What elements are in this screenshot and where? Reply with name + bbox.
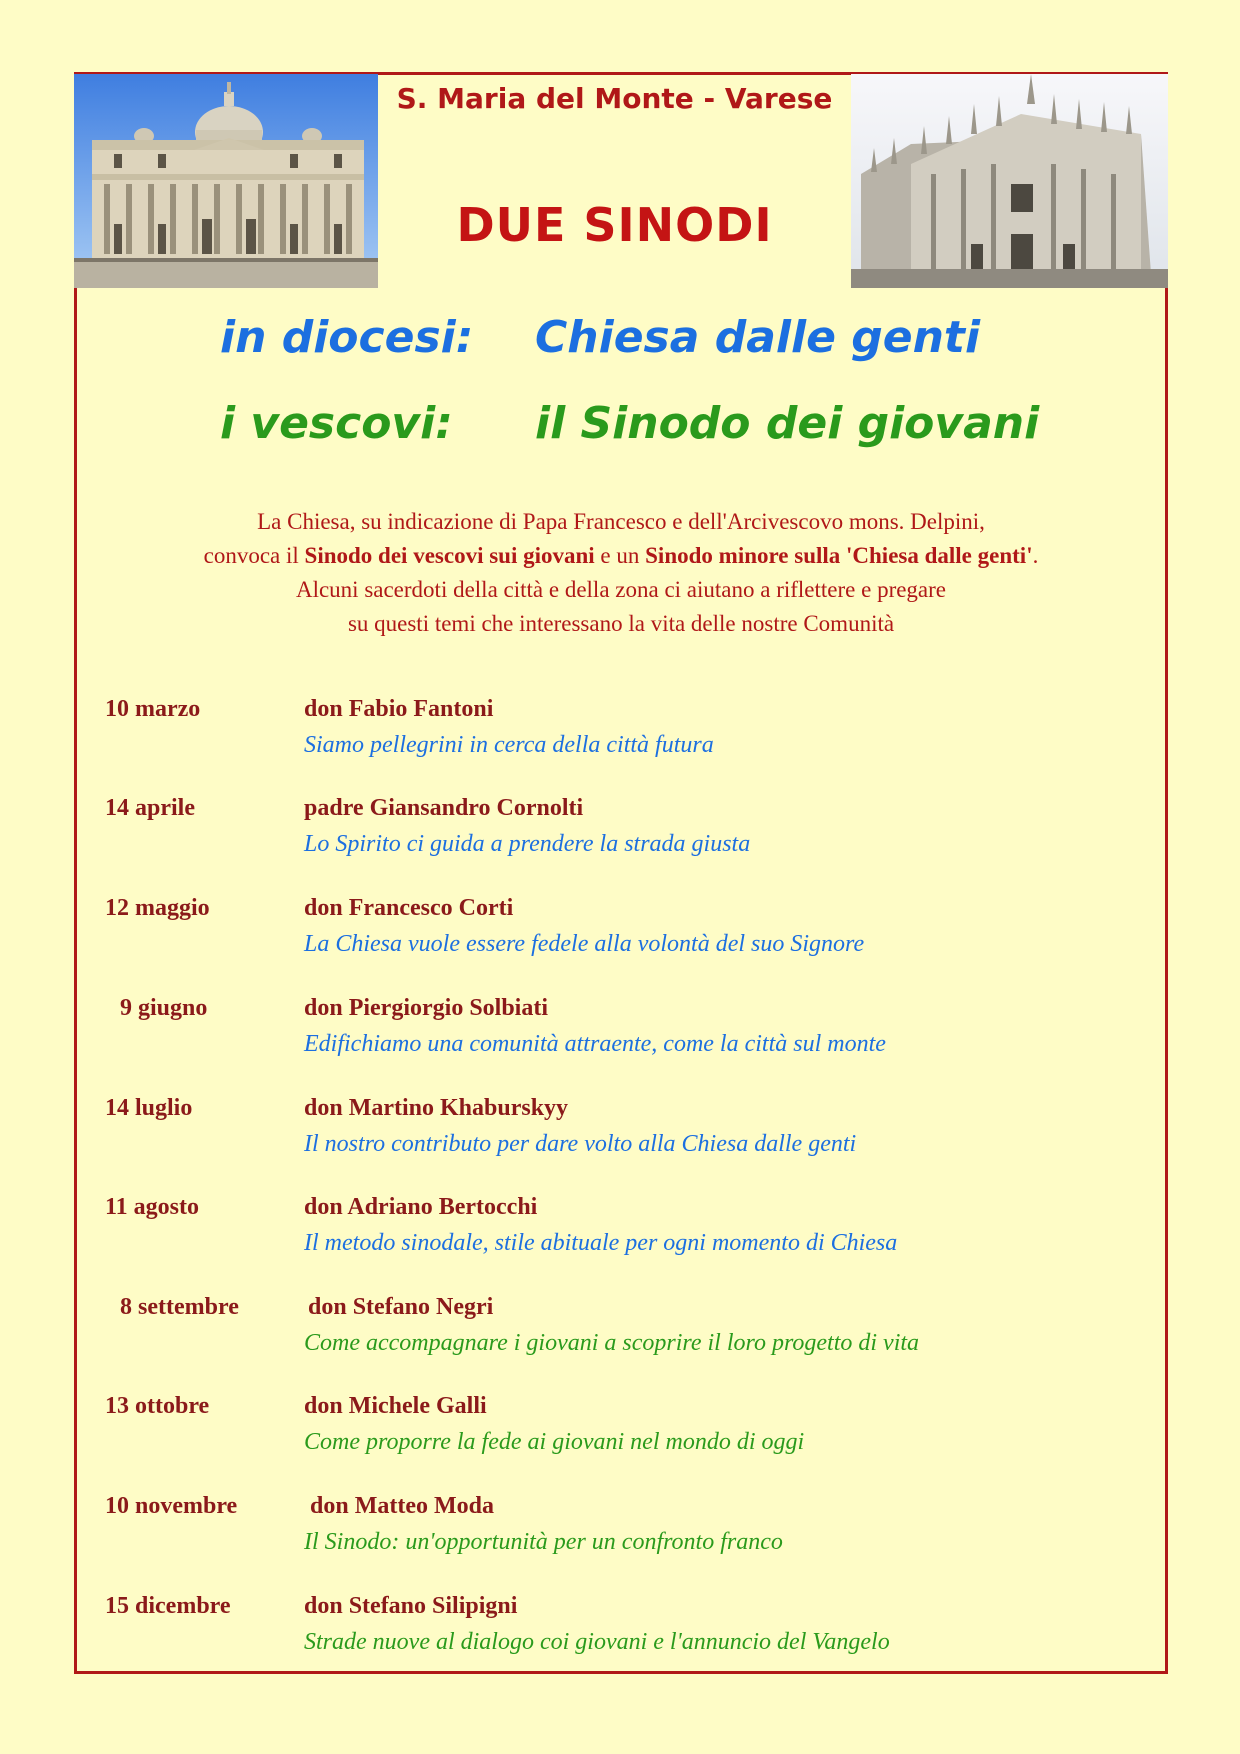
intro-text: convoca il xyxy=(203,543,305,568)
intro-text: . xyxy=(1032,543,1039,568)
intro-line-2 xyxy=(74,539,1168,573)
event-topic: Come accompagnare i giovani a scoprire il loro progetto di vita xyxy=(304,1330,920,1356)
event-topic: Il Sinodo: un'opportunità per un confronto franco xyxy=(304,1529,783,1555)
event-item xyxy=(0,1095,1240,1185)
event-date: 14 aprile xyxy=(105,795,195,821)
event-speaker: don Stefano Silipigni xyxy=(304,1593,518,1619)
page-title: DUE SINODI xyxy=(456,198,773,252)
milan-cathedral-photo xyxy=(851,74,1168,288)
headline-diocese-label: in diocesi: xyxy=(220,312,474,363)
event-date: 15 dicembre xyxy=(105,1593,231,1619)
event-topic: Il metodo sinodale, stile abituale per ogni momento di Chiesa xyxy=(304,1230,898,1256)
event-speaker: don Michele Galli xyxy=(304,1393,487,1419)
intro-line-1: La Chiesa, su indicazione di Papa Francesco e dell'Arcivescovo mons. Delpini, xyxy=(257,509,985,534)
headline-diocese-text: Chiesa dalle genti xyxy=(535,312,981,363)
event-item xyxy=(0,1194,1240,1284)
event-topic: Siamo pellegrini in cerca della città futura xyxy=(304,732,714,758)
event-date: 9 giugno xyxy=(120,995,208,1021)
event-date: 8 settembre xyxy=(120,1294,239,1320)
event-topic: Strade nuove al dialogo coi giovani e l'annuncio del Vangelo xyxy=(304,1629,890,1655)
event-speaker: don Adriano Bertocchi xyxy=(304,1194,538,1220)
event-speaker: don Stefano Negri xyxy=(308,1294,494,1320)
event-topic: Il nostro contributo per dare volto alla Chiesa dalle genti xyxy=(304,1131,857,1157)
headline-bishops-text: il Sinodo dei giovani xyxy=(535,398,1040,449)
event-date: 14 luglio xyxy=(105,1095,193,1121)
event-speaker: don Francesco Corti xyxy=(304,895,514,921)
headline-bishops-label: i vescovi: xyxy=(220,398,453,449)
event-speaker: padre Giansandro Cornolti xyxy=(304,795,584,821)
event-item xyxy=(0,1593,1240,1683)
event-item xyxy=(0,1493,1240,1583)
intro-paragraph xyxy=(74,505,1168,641)
event-date: 10 novembre xyxy=(105,1493,238,1519)
event-date: 12 maggio xyxy=(105,895,210,921)
intro-highlight-minor-synod: Sinodo minore sulla 'Chiesa dalle genti' xyxy=(645,543,1033,568)
st-peters-basilica-photo xyxy=(74,74,378,288)
event-item xyxy=(0,1294,1240,1384)
event-date: 10 marzo xyxy=(105,696,201,722)
event-item xyxy=(0,1393,1240,1483)
event-item xyxy=(0,995,1240,1085)
event-topic: Come proporre la fede ai giovani nel mondo di oggi xyxy=(304,1429,805,1455)
event-topic: Edifichiamo una comunità attraente, come la città sul monte xyxy=(304,1031,886,1057)
event-date: 11 agosto xyxy=(105,1194,200,1220)
intro-line-4: su questi temi che interessano la vita delle nostre Comunità xyxy=(347,611,895,636)
intro-text: e un xyxy=(594,543,646,568)
event-speaker: don Martino Khaburskyy xyxy=(304,1095,569,1121)
event-topic: La Chiesa vuole essere fedele alla volontà del suo Signore xyxy=(304,931,865,957)
intro-line-3: Alcuni sacerdoti della città e della zona ci aiutano a riflettere e pregare xyxy=(295,577,947,602)
event-item xyxy=(0,696,1240,786)
event-topic: Lo Spirito ci guida a prendere la strada giusta xyxy=(304,831,751,857)
location-title: S. Maria del Monte - Varese xyxy=(396,82,833,115)
event-speaker: don Piergiorgio Solbiati xyxy=(304,995,549,1021)
intro-highlight-bishops-synod: Sinodo dei vescovi sui giovani xyxy=(304,543,595,568)
event-speaker: don Matteo Moda xyxy=(310,1493,494,1519)
event-item xyxy=(0,895,1240,985)
event-date: 13 ottobre xyxy=(105,1393,210,1419)
event-item xyxy=(0,795,1240,885)
event-speaker: don Fabio Fantoni xyxy=(304,696,494,722)
